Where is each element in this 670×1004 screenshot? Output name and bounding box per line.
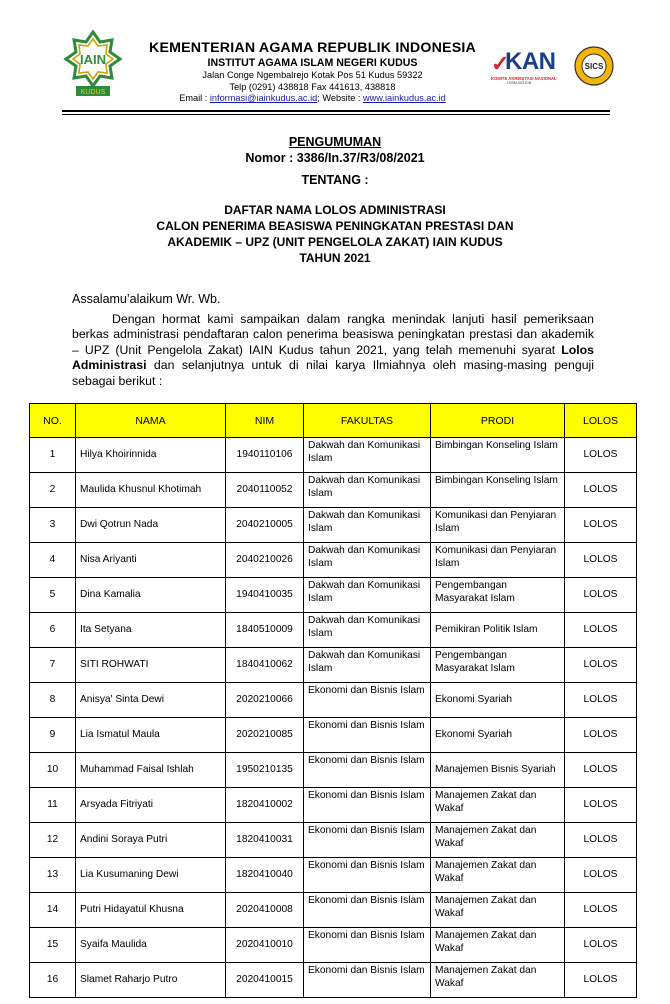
cell-prodi: Bimbingan Konseling Islam bbox=[431, 438, 565, 473]
letterhead-rule-thick bbox=[62, 110, 610, 112]
table-body bbox=[30, 438, 637, 998]
body-paragraph bbox=[72, 312, 594, 389]
cell-nama: SITI ROHWATI bbox=[76, 648, 226, 683]
email-label: Email : bbox=[179, 93, 210, 103]
cell-nim: 1840410062 bbox=[226, 648, 304, 683]
cell-lolos: LOLOS bbox=[565, 473, 637, 508]
title-line: AKADEMIK – UPZ (UNIT PENGELOLA ZAKAT) IAIN KUDUS bbox=[167, 235, 503, 249]
cell-nim: 1840510009 bbox=[226, 613, 304, 648]
cell-lolos: LOLOS bbox=[565, 683, 637, 718]
cell-nim: 2020410010 bbox=[226, 928, 304, 963]
phone-line: Telp (0291) 438818 Fax 441613, 438818 bbox=[229, 81, 396, 92]
cell-nim: 2020410015 bbox=[226, 963, 304, 998]
cell-prodi: Ekonomi Syariah bbox=[431, 718, 565, 753]
cell-prodi: Komunikasi dan Penyiaran Islam bbox=[431, 508, 565, 543]
cell-prodi: Pengembangan Masyarakat Islam bbox=[431, 578, 565, 613]
cell-lolos: LOLOS bbox=[565, 788, 637, 823]
cell-fakultas: Dakwah dan Komunikasi Islam bbox=[304, 578, 431, 613]
cell-nim: 1820410002 bbox=[226, 788, 304, 823]
cell-nim: 1820410040 bbox=[226, 858, 304, 893]
kan-logo-text: KAN bbox=[505, 48, 556, 75]
cell-lolos: LOLOS bbox=[565, 858, 637, 893]
cell-nim: 1940410035 bbox=[226, 578, 304, 613]
cell-no: 2 bbox=[30, 473, 76, 508]
table-row bbox=[30, 473, 637, 508]
contact-line bbox=[130, 93, 495, 105]
table-row bbox=[30, 508, 637, 543]
announcement-about: TENTANG : bbox=[301, 173, 369, 187]
cell-fakultas: Ekonomi dan Bisnis Islam bbox=[304, 718, 431, 753]
col-header-prodi: PRODI bbox=[431, 404, 565, 438]
table-row bbox=[30, 438, 637, 473]
cell-nim: 2040110052 bbox=[226, 473, 304, 508]
table-row bbox=[30, 788, 637, 823]
col-header-no: NO. bbox=[30, 404, 76, 438]
email-link[interactable]: informasi@iainkudus.ac.id bbox=[209, 93, 318, 103]
col-header-lolos: LOLOS bbox=[565, 404, 637, 438]
cell-lolos: LOLOS bbox=[565, 613, 637, 648]
table-row bbox=[30, 928, 637, 963]
cell-prodi: Manajemen Zakat dan Wakaf bbox=[431, 893, 565, 928]
cell-nim: 2040210026 bbox=[226, 543, 304, 578]
cell-no: 14 bbox=[30, 893, 76, 928]
cell-nama: Syaifa Maulida bbox=[76, 928, 226, 963]
cell-nama: Slamet Raharjo Putro bbox=[76, 963, 226, 998]
body-text-end: dan selanjutnya untuk di nilai karya Ilmiahnya oleh masing-masing penguji sebagai berikut : bbox=[72, 358, 594, 388]
col-header-fakultas: FAKULTAS bbox=[304, 404, 431, 438]
cell-lolos: LOLOS bbox=[565, 508, 637, 543]
cell-lolos: LOLOS bbox=[565, 893, 637, 928]
cell-prodi: Manajemen Zakat dan Wakaf bbox=[431, 858, 565, 893]
cell-prodi: Manajemen Zakat dan Wakaf bbox=[431, 928, 565, 963]
table-row bbox=[30, 718, 637, 753]
cell-nama: Arsyada Fitriyati bbox=[76, 788, 226, 823]
title-line: CALON PENERIMA BEASISWA PENINGKATAN PRESTASI DAN bbox=[156, 219, 514, 233]
cell-no: 16 bbox=[30, 963, 76, 998]
cell-nim: 2020210085 bbox=[226, 718, 304, 753]
table-row bbox=[30, 578, 637, 613]
table-row bbox=[30, 823, 637, 858]
cell-no: 11 bbox=[30, 788, 76, 823]
greeting: Assalamu’alaikum Wr. Wb. bbox=[72, 292, 221, 306]
cell-no: 3 bbox=[30, 508, 76, 543]
table-row bbox=[30, 858, 637, 893]
title-line: DAFTAR NAMA LOLOS ADMINISTRASI bbox=[224, 203, 446, 217]
cell-fakultas: Dakwah dan Komunikasi Islam bbox=[304, 508, 431, 543]
table-row bbox=[30, 963, 637, 998]
cell-lolos: LOLOS bbox=[565, 648, 637, 683]
table-header bbox=[30, 404, 637, 438]
table-row bbox=[30, 648, 637, 683]
cell-prodi: Pengembangan Masyarakat Islam bbox=[431, 648, 565, 683]
cell-prodi: Komunikasi dan Penyiaran Islam bbox=[431, 543, 565, 578]
cell-no: 7 bbox=[30, 648, 76, 683]
cell-nim: 2020410008 bbox=[226, 893, 304, 928]
cell-no: 5 bbox=[30, 578, 76, 613]
cell-no: 9 bbox=[30, 718, 76, 753]
letterhead-rule-thin bbox=[62, 114, 610, 115]
cell-lolos: LOLOS bbox=[565, 928, 637, 963]
results-table bbox=[29, 403, 637, 998]
cell-prodi: Ekonomi Syariah bbox=[431, 683, 565, 718]
cell-nama: Nisa Ariyanti bbox=[76, 543, 226, 578]
address-line: Jalan Conge Ngembalrejo Kotak Pos 51 Kudus 59322 bbox=[202, 70, 423, 80]
cell-nama: Lia Kusumaning Dewi bbox=[76, 858, 226, 893]
table-row bbox=[30, 893, 637, 928]
announcement-title bbox=[0, 202, 670, 266]
announcement-number: Nomor : 3386/In.37/R3/08/2021 bbox=[245, 151, 425, 165]
cell-fakultas: Ekonomi dan Bisnis Islam bbox=[304, 858, 431, 893]
cell-fakultas: Dakwah dan Komunikasi Islam bbox=[304, 648, 431, 683]
announcement-heading: PENGUMUMAN bbox=[288, 135, 382, 149]
table-row bbox=[30, 613, 637, 648]
cell-nama: Andini Soraya Putri bbox=[76, 823, 226, 858]
kan-check-icon: ✓ bbox=[491, 51, 510, 76]
cell-lolos: LOLOS bbox=[565, 718, 637, 753]
table-row bbox=[30, 543, 637, 578]
cell-fakultas: Ekonomi dan Bisnis Islam bbox=[304, 823, 431, 858]
cell-lolos: LOLOS bbox=[565, 823, 637, 858]
cell-prodi: Manajemen Bisnis Syariah bbox=[431, 753, 565, 788]
cell-fakultas: Dakwah dan Komunikasi Islam bbox=[304, 473, 431, 508]
cell-lolos: LOLOS bbox=[565, 963, 637, 998]
cell-prodi: Manajemen Zakat dan Wakaf bbox=[431, 788, 565, 823]
cell-fakultas: Ekonomi dan Bisnis Islam bbox=[304, 963, 431, 998]
header-row bbox=[30, 404, 637, 438]
table-row bbox=[30, 683, 637, 718]
cell-lolos: LOLOS bbox=[565, 578, 637, 613]
cell-lolos: LOLOS bbox=[565, 753, 637, 788]
kan-logo bbox=[491, 48, 567, 88]
cell-nama: Putri Hidayatul Khusna bbox=[76, 893, 226, 928]
cell-nim: 2020210066 bbox=[226, 683, 304, 718]
cell-prodi: Manajemen Zakat dan Wakaf bbox=[431, 963, 565, 998]
cell-no: 8 bbox=[30, 683, 76, 718]
cell-fakultas: Ekonomi dan Bisnis Islam bbox=[304, 753, 431, 788]
cell-no: 15 bbox=[30, 928, 76, 963]
body-bold-text: Lolos Administrasi bbox=[72, 342, 594, 373]
kan-code: LSSM-003-IDN bbox=[507, 81, 532, 85]
cell-nama: Maulida Khusnul Khotimah bbox=[76, 473, 226, 508]
cell-nama: Ita Setyana bbox=[76, 613, 226, 648]
cell-nama: Anisya' Sinta Dewi bbox=[76, 683, 226, 718]
institute-name: INSTITUT AGAMA ISLAM NEGERI KUDUS bbox=[207, 57, 418, 69]
logo-caption: KUDUS bbox=[80, 89, 106, 96]
iain-kudus-logo bbox=[62, 30, 124, 98]
cell-fakultas: Ekonomi dan Bisnis Islam bbox=[304, 928, 431, 963]
cell-nama: Dina Kamalia bbox=[76, 578, 226, 613]
letterhead-text bbox=[130, 40, 495, 105]
col-header-nim: NIM bbox=[226, 404, 304, 438]
cell-no: 4 bbox=[30, 543, 76, 578]
ministry-name: KEMENTERIAN AGAMA REPUBLIK INDONESIA bbox=[149, 40, 476, 56]
cell-nama: Lia Ismatul Maula bbox=[76, 718, 226, 753]
cell-nim: 1820410031 bbox=[226, 823, 304, 858]
cell-no: 1 bbox=[30, 438, 76, 473]
cell-nama: Muhammad Faisal Ishlah bbox=[76, 753, 226, 788]
cell-no: 6 bbox=[30, 613, 76, 648]
sics-logo-text: SICS bbox=[584, 62, 604, 71]
cell-lolos: LOLOS bbox=[565, 543, 637, 578]
cell-nama: Dwi Qotrun Nada bbox=[76, 508, 226, 543]
cell-fakultas: Dakwah dan Komunikasi Islam bbox=[304, 438, 431, 473]
cell-prodi: Manajemen Zakat dan Wakaf bbox=[431, 823, 565, 858]
body-text: Dengan hormat kami sampaikan dalam rangka menindak lanjuti hasil pemeriksaan berkas administrasi pendaftaran calon penerima beasiswa peningkatan prestasi dan akademik – UPZ (Unit Pengelola Zakat) IAIN Kudus tahun 2021, yang telah memenuhi syarat bbox=[72, 312, 594, 357]
title-line: TAHUN 2021 bbox=[299, 251, 371, 265]
col-header-nama: NAMA bbox=[76, 404, 226, 438]
cell-prodi: Bimbingan Konseling Islam bbox=[431, 473, 565, 508]
cell-fakultas: Ekonomi dan Bisnis Islam bbox=[304, 788, 431, 823]
kan-caption: KOMITE AKREDITASI NASIONAL bbox=[491, 76, 557, 81]
cell-nama: Hilya Khoirinnida bbox=[76, 438, 226, 473]
website-link[interactable]: www.iainkudus.ac.id bbox=[363, 93, 446, 103]
cell-fakultas: Ekonomi dan Bisnis Islam bbox=[304, 893, 431, 928]
cell-fakultas: Ekonomi dan Bisnis Islam bbox=[304, 683, 431, 718]
table-row bbox=[30, 753, 637, 788]
cell-nim: 1950210135 bbox=[226, 753, 304, 788]
cell-no: 10 bbox=[30, 753, 76, 788]
logo-monogram: IAIN bbox=[80, 52, 106, 67]
sics-certification-logo bbox=[572, 44, 616, 88]
cell-fakultas: Dakwah dan Komunikasi Islam bbox=[304, 613, 431, 648]
cell-no: 12 bbox=[30, 823, 76, 858]
cell-nim: 2040210005 bbox=[226, 508, 304, 543]
cell-lolos: LOLOS bbox=[565, 438, 637, 473]
cell-nim: 1940110106 bbox=[226, 438, 304, 473]
cell-no: 13 bbox=[30, 858, 76, 893]
cell-fakultas: Dakwah dan Komunikasi Islam bbox=[304, 543, 431, 578]
website-label: ; Website : bbox=[317, 93, 364, 103]
cell-prodi: Pemikiran Politik Islam bbox=[431, 613, 565, 648]
